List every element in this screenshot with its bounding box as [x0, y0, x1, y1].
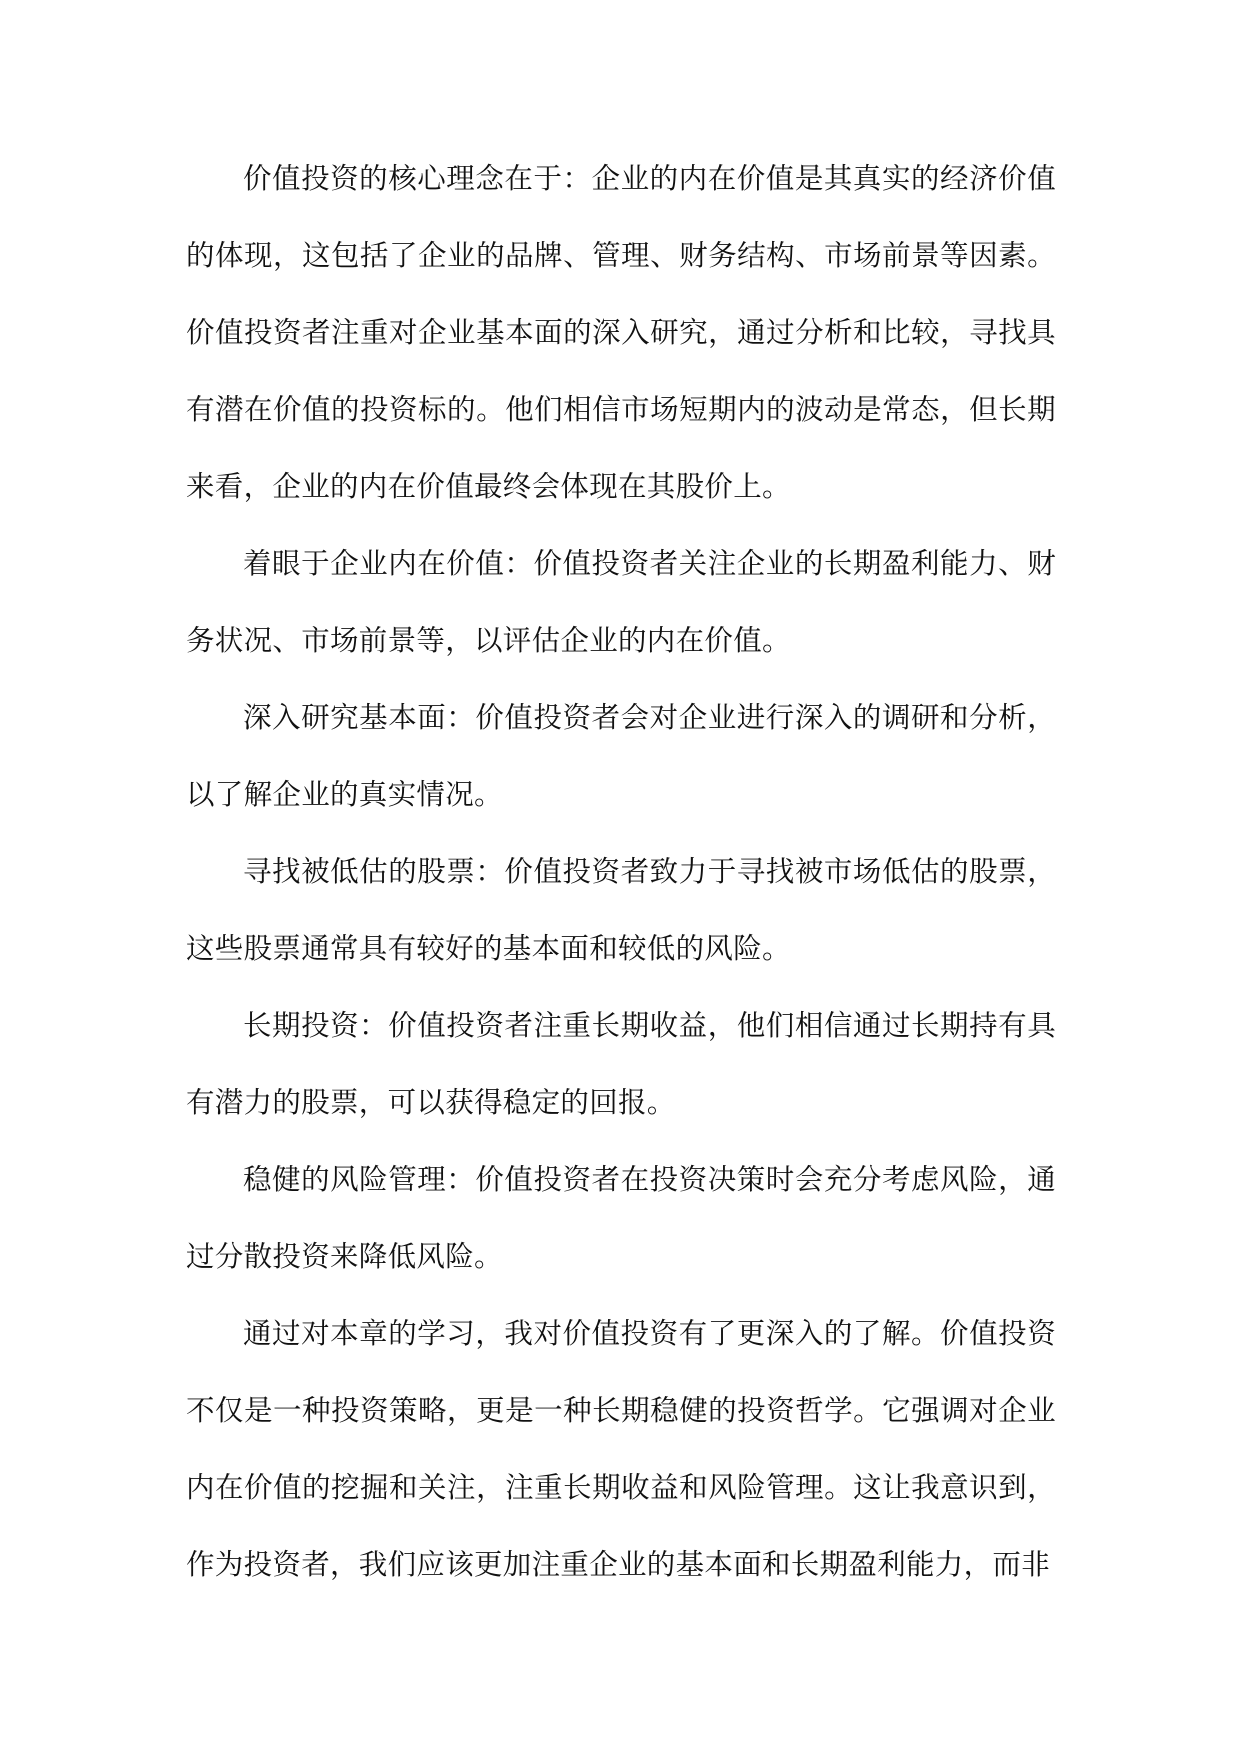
paragraph-fundamental-research: 深入研究基本面：价值投资者会对企业进行深入的调研和分析，以了解企业的真实情况。 [186, 701, 1056, 811]
paragraph-chapter-reflection: 通过对本章的学习，我对价值投资有了更深入的了解。价值投资不仅是一种投资策略，更是一种长期稳健的投资哲学。它强调对企业内在价值的挖掘和关注，注重长期收益和风险管理。这让我意识到，作为投资者，我们应该更加注重企业的基本面和长期盈利能力，而非 [186, 1317, 1056, 1581]
paragraph-intrinsic-value-concept: 价值投资的核心理念在于：企业的内在价值是其真实的经济价值的体现，这包括了企业的品牌、管理、财务结构、市场前景等因素。价值投资者注重对企业基本面的深入研究，通过分析和比较，寻找具有潜在价值的投资标的。他们相信市场短期内的波动是常态，但长期来看，企业的内在价值最终会体现在其股价上。 [186, 162, 1056, 503]
paragraph-long-term-investment: 长期投资：价值投资者注重长期收益，他们相信通过长期持有具有潜力的股票，可以获得稳定的回报。 [186, 1009, 1056, 1119]
paragraph-undervalued-stocks: 寻找被低估的股票：价值投资者致力于寻找被市场低估的股票，这些股票通常具有较好的基本面和较低的风险。 [186, 855, 1056, 965]
document-body [186, 140, 1056, 1603]
paragraph-risk-management: 稳健的风险管理：价值投资者在投资决策时会充分考虑风险，通过分散投资来降低风险。 [186, 1163, 1056, 1273]
paragraph-focus-intrinsic-value: 着眼于企业内在价值：价值投资者关注企业的长期盈利能力、财务状况、市场前景等，以评估企业的内在价值。 [186, 547, 1056, 657]
